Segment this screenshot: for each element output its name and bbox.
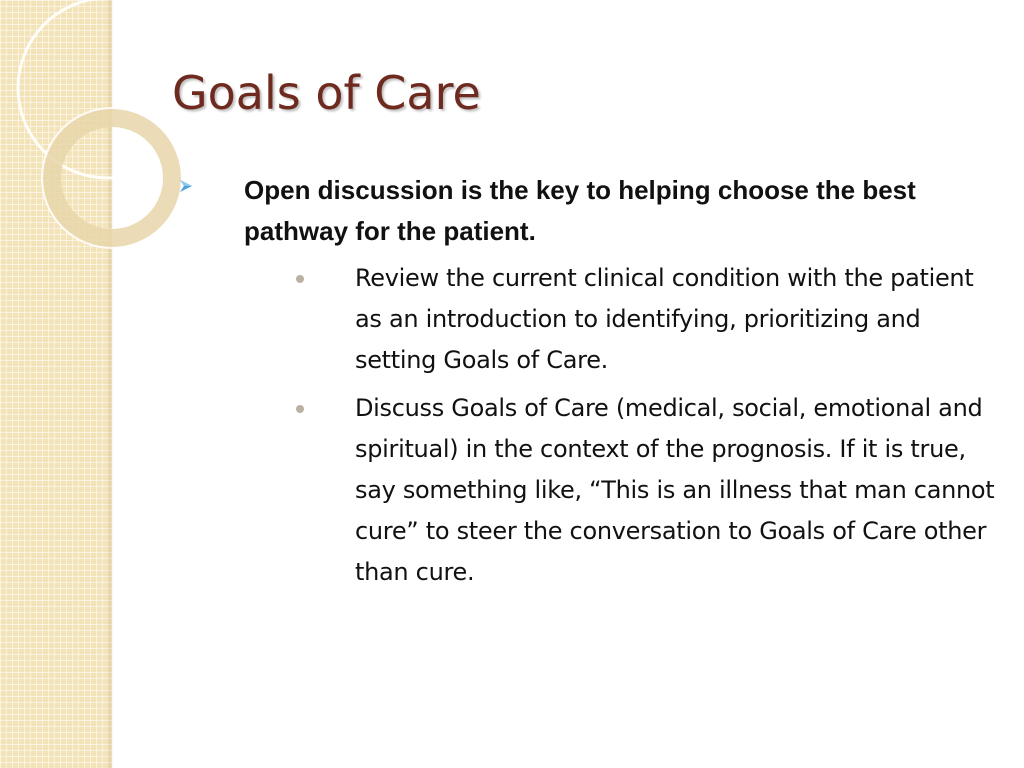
sub-bullet-item <box>244 388 996 593</box>
slide-title: Goals of Care <box>172 66 481 120</box>
sub-point-text: Review the current clinical condition with the patient as an introduction to identifying, prioritizing and setting Goals of Care. <box>355 264 974 374</box>
main-point-text: Open discussion is the key to helping choose the best pathway for the patient. <box>244 175 916 246</box>
dot-icon <box>296 275 304 283</box>
main-bullet-point <box>176 170 996 593</box>
sub-bullet-item <box>244 258 996 381</box>
arrow-right-icon <box>178 178 194 194</box>
dot-icon <box>296 405 304 413</box>
sub-point-text: Discuss Goals of Care (medical, social, emotional and spiritual) in the context of the prognosis. If it is true, say something like, “This is an illness that man cannot cure” to steer the conversation to Goals of Care other than cure. <box>355 394 995 586</box>
decorative-circles <box>0 0 200 260</box>
sub-bullet-list <box>244 258 996 593</box>
slide-body <box>176 170 996 600</box>
